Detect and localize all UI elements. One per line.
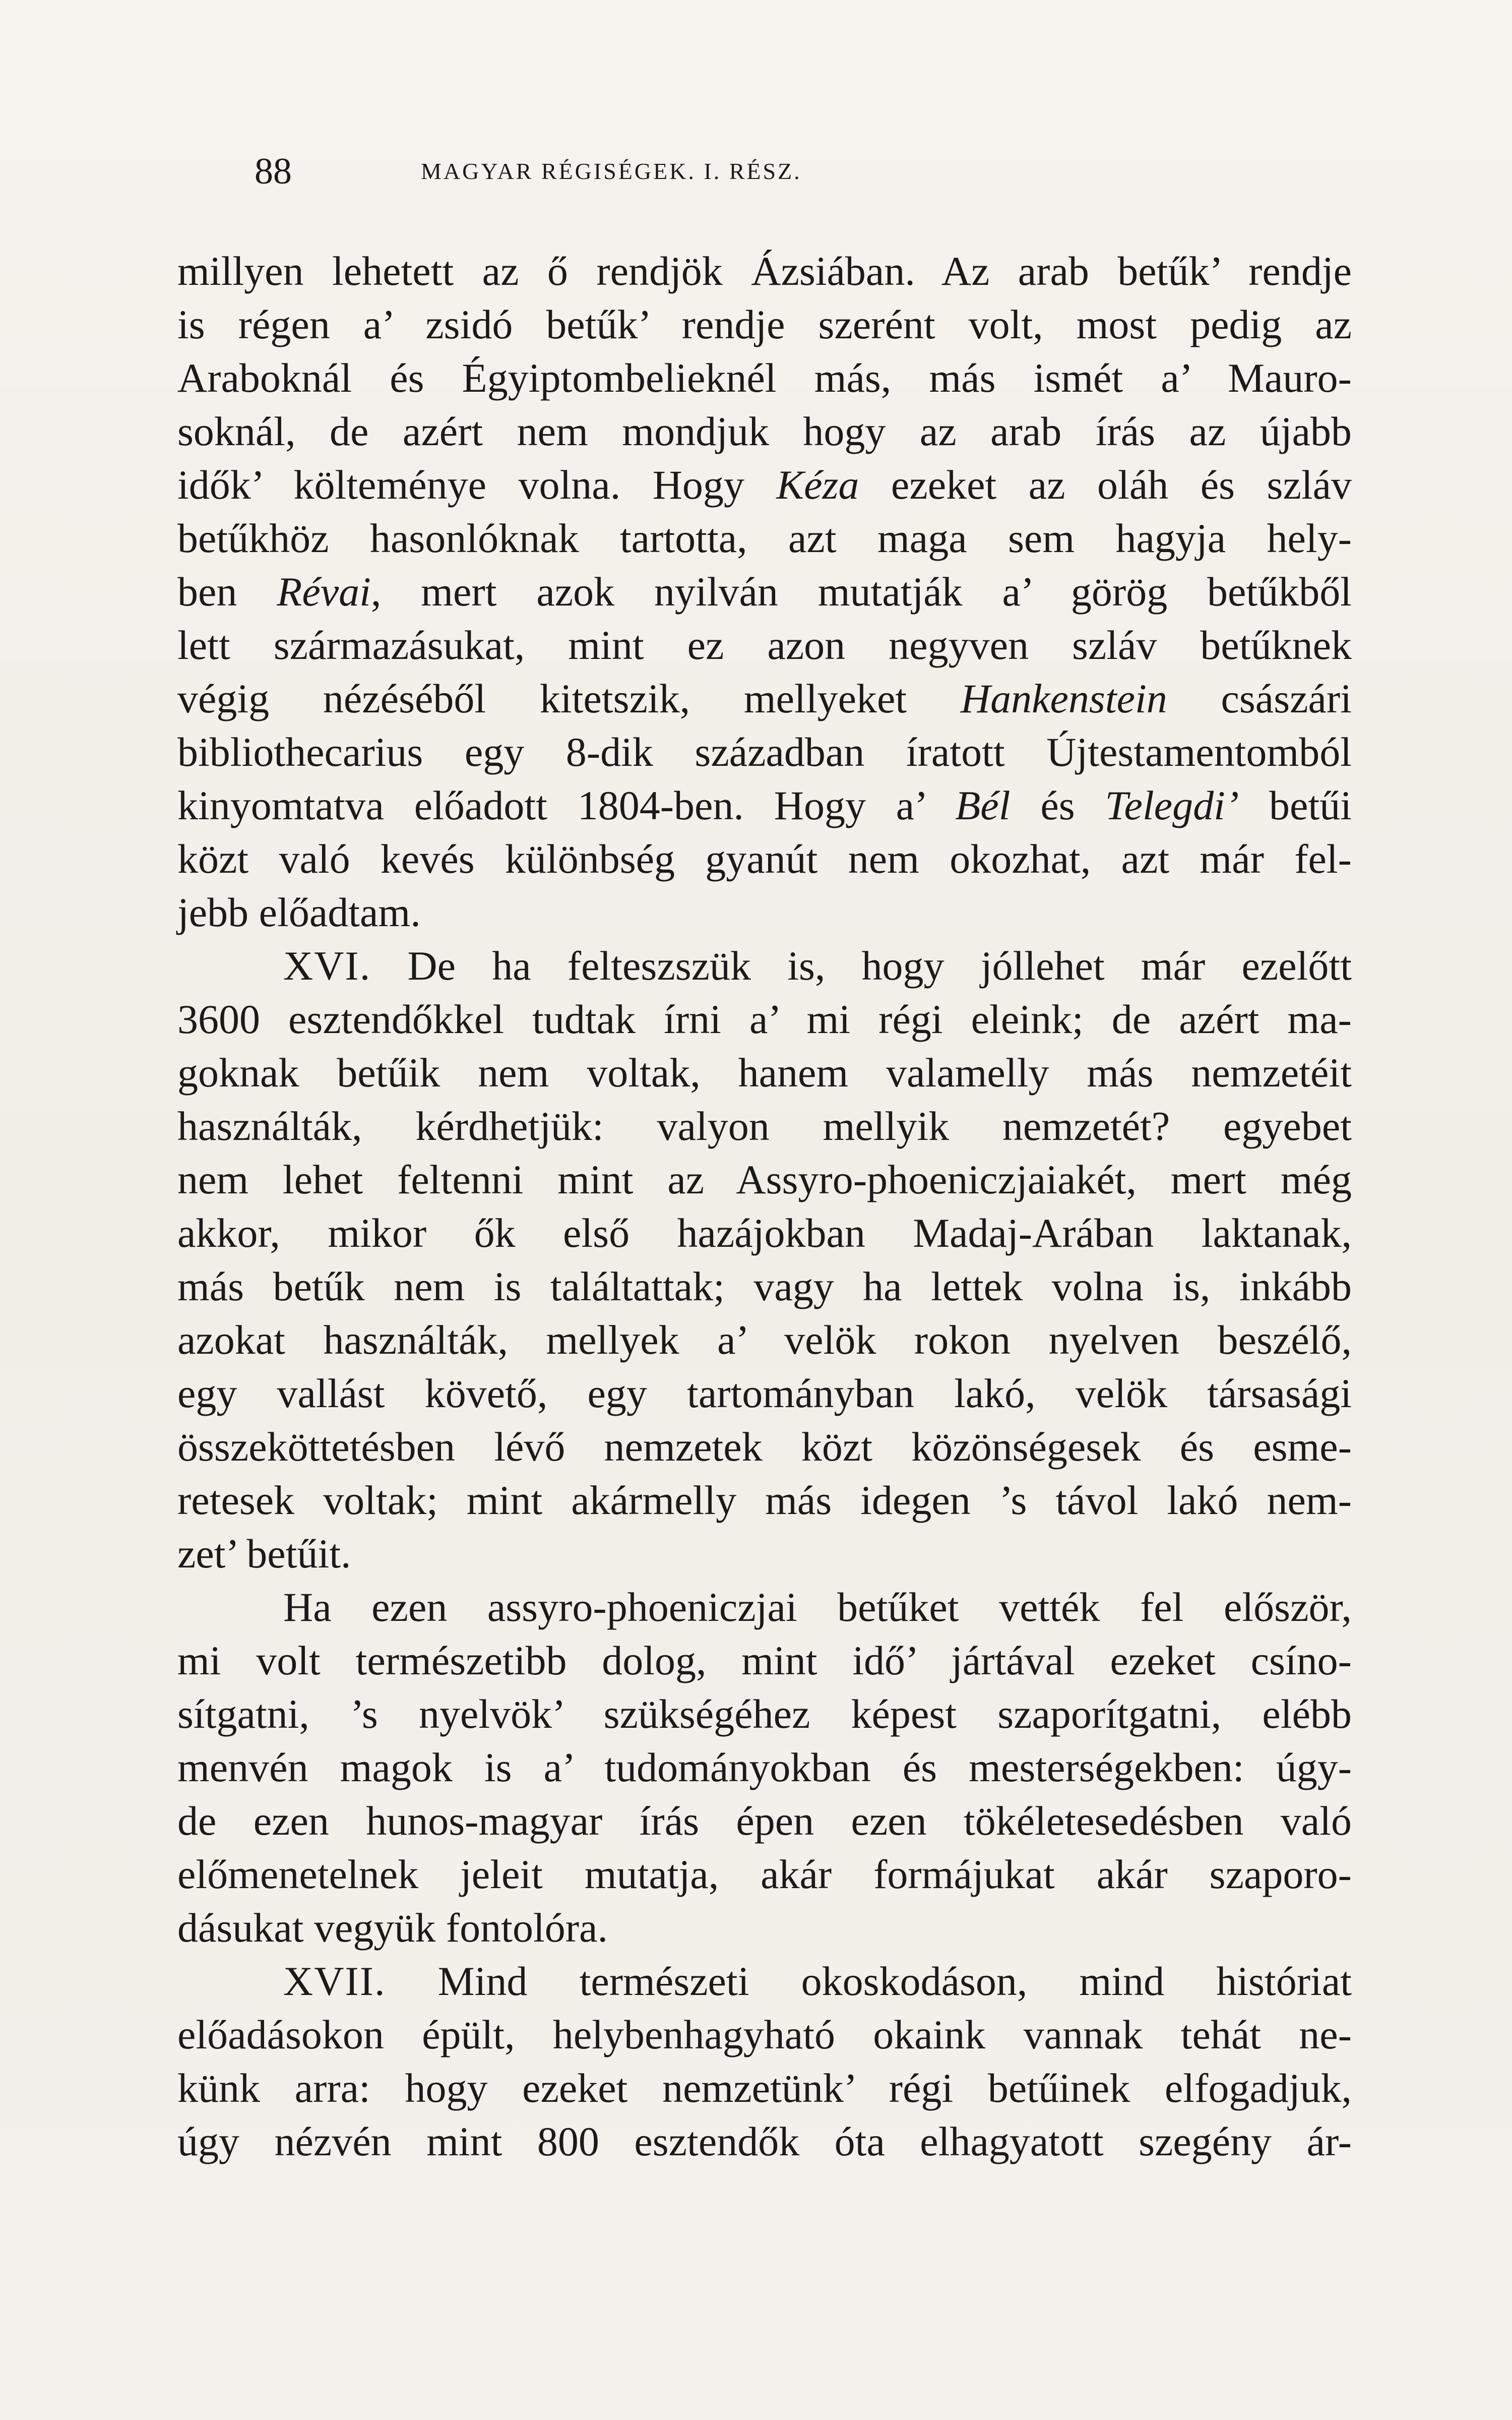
text-line: goknak betűik nem voltak, hanem valamelly más nemzetéit <box>177 1050 1352 1096</box>
text-line: menvén magok is a’ tudományokban és mesterségekben: úgy- <box>177 1744 1352 1790</box>
text-line: 3600 esztendőkkel tudtak írni a’ mi régi eleink; de azért ma- <box>177 996 1352 1042</box>
text-line: betűkhöz hasonlóknak tartotta, azt maga sem hagyja hely- <box>177 515 1352 561</box>
running-head: MAGYAR RÉGISÉGEK. I. RÉSZ. <box>421 158 802 184</box>
text-line: XVI. De ha felteszszük is, hogy jóllehet már ezelőtt <box>283 943 1352 989</box>
section-number-xvi: XVI. <box>283 943 371 989</box>
text-line: mi volt természetibb dolog, mint idő’ jártával ezeket csíno- <box>177 1638 1352 1683</box>
text-line: más betűk nem is találtattak; vagy ha lettek volna is, inkább <box>177 1263 1352 1309</box>
text-line: jebb előadtam. <box>177 889 421 935</box>
name-hankenstein: Hankenstein <box>960 676 1167 721</box>
text-line: előmenetelnek jeleit mutatja, akár formájukat akár szaporo- <box>177 1851 1352 1897</box>
name-revai: Révai <box>277 569 371 615</box>
text-line: közt való kevés különbség gyanút nem okozhat, azt már fel- <box>177 836 1352 882</box>
text-line: retesek voltak; mint akármelly más idegen ’s távol lakó nem- <box>177 1477 1352 1523</box>
name-telegdi: Telegdi’ <box>1105 782 1239 828</box>
body-text <box>177 245 1352 2337</box>
text-line: lett származásukat, mint ez azon negyven szláv betűknek <box>177 622 1352 668</box>
text-line: nem lehet feltenni mint az Assyro-phoeniczjaiakét, mert még <box>177 1157 1352 1202</box>
text-line: is régen a’ zsidó betűk’ rendje szerént volt, most pedig az <box>177 301 1352 347</box>
text-line: dásukat vegyük fontolóra. <box>177 1905 608 1951</box>
text-line: künk arra: hogy ezeket nemzetünk’ régi betűinek elfogadjuk, <box>177 2065 1352 2111</box>
text-line: úgy nézvén mint 800 esztendők óta elhagyatott szegény ár- <box>177 2119 1352 2164</box>
text-line: előadásokon épült, helybenhagyható okaink vannak tehát ne- <box>177 2012 1352 2058</box>
text-line: soknál, de azért nem mondjuk hogy az arab írás az újabb <box>177 408 1352 454</box>
text-line: végig nézéséből kitetszik, mellyeket Hankenstein császári <box>177 676 1352 721</box>
text-line: azokat használták, mellyek a’ velök rokon nyelven beszélő, <box>177 1317 1352 1363</box>
page-header <box>255 144 1313 199</box>
text-line: idők’ költeménye volna. Hogy Kéza ezeket az oláh és szláv <box>177 462 1352 508</box>
text-line: XVII. Mind természeti okoskodáson, mind históriat <box>283 1958 1352 2004</box>
text-line: Ha ezen assyro-phoeniczjai betűket vették fel először, <box>283 1584 1352 1630</box>
text-line: kinyomtatva előadott 1804-ben. Hogy a’ Bél és Telegdi’ betűi <box>177 782 1352 828</box>
text-line: egy vallást követő, egy tartományban lakó, velök társasági <box>177 1370 1352 1416</box>
text-line: akkor, mikor ők első hazájokban Madaj-Arában laktanak, <box>177 1210 1352 1256</box>
text-line: összeköttetésben lévő nemzetek közt közönségesek és esme- <box>177 1424 1352 1470</box>
text-line: ben Révai, mert azok nyilván mutatják a’ görög betűkből <box>177 569 1352 615</box>
page-number: 88 <box>255 151 292 192</box>
text-line: de ezen hunos-magyar írás épen ezen tökéletesedésben való <box>177 1798 1352 1844</box>
text-line: millyen lehetett az ő rendjök Ázsiában. Az arab betűk’ rendje <box>177 248 1352 294</box>
text-line: használták, kérdhetjük: valyon mellyik nemzetét? egyebet <box>177 1103 1352 1149</box>
name-keza: Kéza <box>776 462 859 508</box>
text-line: bibliothecarius egy 8-dik században íratott Újtestamentomból <box>177 729 1352 775</box>
text-line: Araboknál és Égyiptombelieknél más, más ismét a’ Mauro- <box>177 355 1352 401</box>
text-line: sítgatni, ’s nyelvök’ szükségéhez képest szaporítgatni, elébb <box>177 1691 1352 1737</box>
section-number-xvii: XVII. <box>283 1958 386 2004</box>
text-line: zet’ betűit. <box>177 1531 351 1577</box>
name-bel: Bél <box>955 782 1011 828</box>
